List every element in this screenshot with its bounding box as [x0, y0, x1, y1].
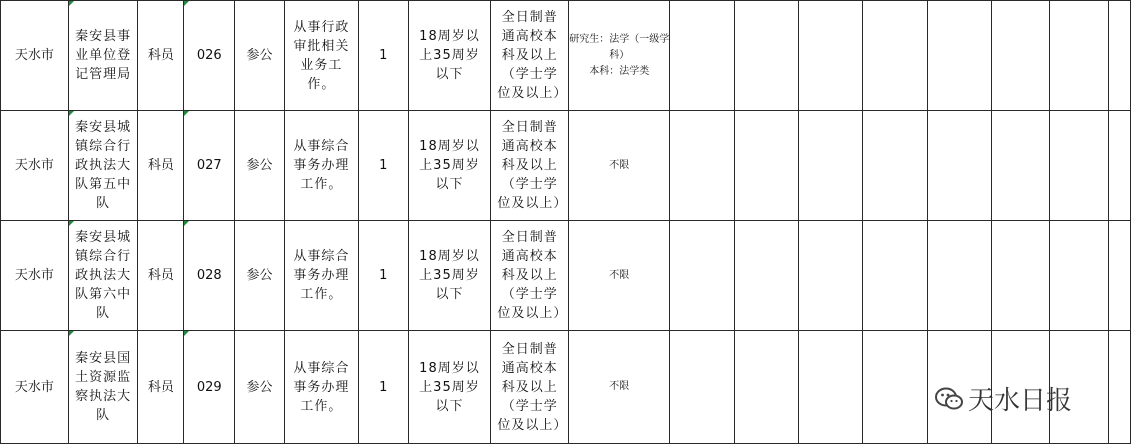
- count-cell: 1: [358, 1, 408, 111]
- major-cell: 不限: [569, 111, 670, 221]
- city-cell: 天水市: [1, 111, 69, 221]
- duty-cell: 从事综合事务办理工作。: [284, 331, 358, 444]
- table-row: [1, 1, 1131, 111]
- level-cell: 科员: [138, 331, 184, 444]
- education-cell: 全日制普通高校本科及以上（学士学位及以上）: [491, 1, 569, 111]
- level-cell: 科员: [138, 1, 184, 111]
- age-cell: 18周岁以上35周岁以下: [408, 1, 491, 111]
- empty-cell: [863, 111, 927, 221]
- empty-cell: [1109, 331, 1131, 444]
- unit-cell: 秦安县国土资源监察执法大队: [68, 331, 138, 444]
- empty-cell: [799, 1, 863, 111]
- empty-cell: [734, 221, 798, 331]
- empty-cell: [927, 1, 991, 111]
- empty-cell: [927, 111, 991, 221]
- education-cell: 全日制普通高校本科及以上（学士学位及以上）: [491, 221, 569, 331]
- empty-cell: [799, 221, 863, 331]
- empty-cell: [863, 221, 927, 331]
- empty-cell: [863, 331, 927, 444]
- empty-cell: [927, 221, 991, 331]
- empty-cell: [799, 111, 863, 221]
- city-cell: 天水市: [1, 221, 69, 331]
- empty-cell: [991, 221, 1050, 331]
- empty-cell: [991, 111, 1050, 221]
- empty-cell: [670, 331, 734, 444]
- code-cell: 029: [184, 331, 235, 444]
- age-cell: 18周岁以上35周岁以下: [408, 111, 491, 221]
- empty-cell: [670, 111, 734, 221]
- major-cell: 不限: [569, 221, 670, 331]
- watermark: [934, 380, 1072, 417]
- count-cell: 1: [358, 221, 408, 331]
- type-cell: 参公: [235, 111, 285, 221]
- watermark-text: 天水日报: [968, 386, 1073, 416]
- count-cell: 1: [358, 331, 408, 444]
- empty-cell: [734, 331, 798, 444]
- unit-cell: 秦安县城镇综合行政执法大队第六中队: [68, 221, 138, 331]
- code-cell: 027: [184, 111, 235, 221]
- empty-cell: [670, 221, 734, 331]
- empty-cell: [1050, 1, 1109, 111]
- type-cell: 参公: [235, 331, 285, 444]
- city-cell: 天水市: [1, 331, 69, 444]
- education-cell: 全日制普通高校本科及以上（学士学位及以上）: [491, 331, 569, 444]
- wechat-icon: [934, 385, 964, 413]
- education-cell: 全日制普通高校本科及以上（学士学位及以上）: [491, 111, 569, 221]
- table-row: [1, 221, 1131, 331]
- empty-cell: [799, 331, 863, 444]
- duty-cell: 从事综合事务办理工作。: [284, 221, 358, 331]
- count-cell: 1: [358, 111, 408, 221]
- type-cell: 参公: [235, 1, 285, 111]
- age-cell: 18周岁以上35周岁以下: [408, 221, 491, 331]
- empty-cell: [1109, 1, 1131, 111]
- code-cell: 026: [184, 1, 235, 111]
- city-cell: 天水市: [1, 1, 69, 111]
- unit-cell: 秦安县城镇综合行政执法大队第五中队: [68, 111, 138, 221]
- age-cell: 18周岁以上35周岁以下: [408, 331, 491, 444]
- empty-cell: [734, 111, 798, 221]
- level-cell: 科员: [138, 111, 184, 221]
- empty-cell: [670, 1, 734, 111]
- empty-cell: [1109, 111, 1131, 221]
- empty-cell: [1050, 111, 1109, 221]
- empty-cell: [1050, 221, 1109, 331]
- duty-cell: 从事行政审批相关业务工作。: [284, 1, 358, 111]
- code-cell: 028: [184, 221, 235, 331]
- empty-cell: [991, 1, 1050, 111]
- empty-cell: [734, 1, 798, 111]
- duty-cell: 从事综合事务办理工作。: [284, 111, 358, 221]
- type-cell: 参公: [235, 221, 285, 331]
- major-cell: 不限: [569, 331, 670, 444]
- level-cell: 科员: [138, 221, 184, 331]
- empty-cell: [863, 1, 927, 111]
- empty-cell: [1109, 221, 1131, 331]
- table-row: [1, 111, 1131, 221]
- major-cell: 研究生：法学（一级学科） 本科：法学类: [569, 1, 670, 111]
- unit-cell: 秦安县事业单位登记管理局: [68, 1, 138, 111]
